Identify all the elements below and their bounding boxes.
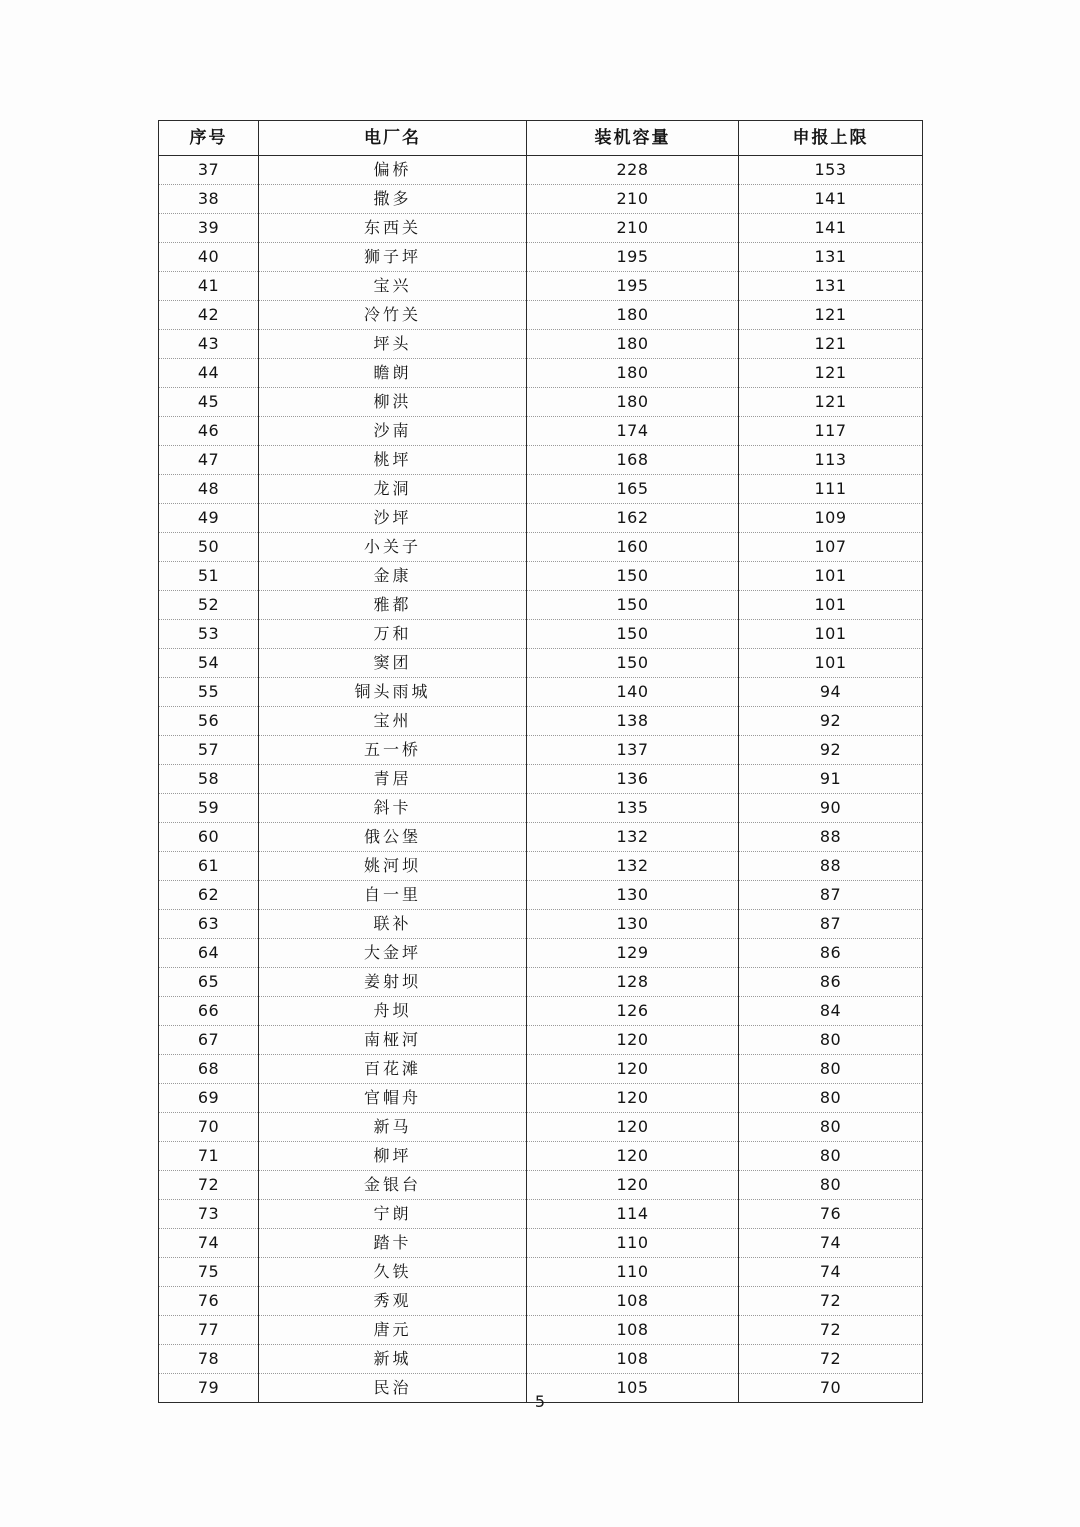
- table-row: [159, 707, 923, 736]
- cell-plant-name: 民治: [259, 1374, 527, 1403]
- cell-index: 38: [159, 185, 259, 214]
- table-row: [159, 214, 923, 243]
- cell-plant-name: 宝州: [259, 707, 527, 736]
- table-row: [159, 1026, 923, 1055]
- cell-installed-capacity: 105: [527, 1374, 739, 1403]
- cell-plant-name: 俄公堡: [259, 823, 527, 852]
- column-header-index: 序号: [159, 121, 259, 156]
- table-row: [159, 1316, 923, 1345]
- cell-index: 70: [159, 1113, 259, 1142]
- cell-plant-name: 冷竹关: [259, 301, 527, 330]
- cell-plant-name: 宁朗: [259, 1200, 527, 1229]
- cell-installed-capacity: 150: [527, 649, 739, 678]
- cell-plant-name: 踏卡: [259, 1229, 527, 1258]
- cell-index: 50: [159, 533, 259, 562]
- cell-declared-upper-limit: 87: [739, 910, 923, 939]
- cell-index: 79: [159, 1374, 259, 1403]
- cell-plant-name: 东西关: [259, 214, 527, 243]
- cell-plant-name: 瞻朗: [259, 359, 527, 388]
- cell-declared-upper-limit: 94: [739, 678, 923, 707]
- column-header-plant-name: 电厂名: [259, 121, 527, 156]
- cell-index: 69: [159, 1084, 259, 1113]
- cell-installed-capacity: 137: [527, 736, 739, 765]
- table-row: [159, 1142, 923, 1171]
- cell-declared-upper-limit: 74: [739, 1258, 923, 1287]
- table-row: [159, 1229, 923, 1258]
- column-header-declared-upper-limit: 申报上限: [739, 121, 923, 156]
- cell-plant-name: 南桠河: [259, 1026, 527, 1055]
- cell-plant-name: 新马: [259, 1113, 527, 1142]
- cell-plant-name: 大金坪: [259, 939, 527, 968]
- cell-index: 41: [159, 272, 259, 301]
- cell-declared-upper-limit: 87: [739, 881, 923, 910]
- cell-plant-name: 舟坝: [259, 997, 527, 1026]
- cell-declared-upper-limit: 131: [739, 272, 923, 301]
- table-row: [159, 243, 923, 272]
- cell-plant-name: 百花滩: [259, 1055, 527, 1084]
- cell-index: 72: [159, 1171, 259, 1200]
- cell-index: 37: [159, 156, 259, 185]
- cell-index: 60: [159, 823, 259, 852]
- cell-declared-upper-limit: 101: [739, 591, 923, 620]
- table-row: [159, 562, 923, 591]
- cell-installed-capacity: 126: [527, 997, 739, 1026]
- cell-plant-name: 柳坪: [259, 1142, 527, 1171]
- cell-declared-upper-limit: 92: [739, 736, 923, 765]
- table-row: [159, 359, 923, 388]
- cell-installed-capacity: 160: [527, 533, 739, 562]
- cell-declared-upper-limit: 84: [739, 997, 923, 1026]
- cell-declared-upper-limit: 88: [739, 852, 923, 881]
- cell-plant-name: 金康: [259, 562, 527, 591]
- cell-declared-upper-limit: 80: [739, 1055, 923, 1084]
- cell-plant-name: 桃坪: [259, 446, 527, 475]
- table-row: [159, 1258, 923, 1287]
- table-row: [159, 475, 923, 504]
- cell-index: 42: [159, 301, 259, 330]
- cell-declared-upper-limit: 111: [739, 475, 923, 504]
- cell-declared-upper-limit: 121: [739, 330, 923, 359]
- cell-declared-upper-limit: 101: [739, 649, 923, 678]
- cell-index: 78: [159, 1345, 259, 1374]
- cell-index: 61: [159, 852, 259, 881]
- cell-index: 46: [159, 417, 259, 446]
- cell-plant-name: 久铁: [259, 1258, 527, 1287]
- table-row: [159, 446, 923, 475]
- cell-installed-capacity: 150: [527, 562, 739, 591]
- cell-declared-upper-limit: 76: [739, 1200, 923, 1229]
- table-row: [159, 1287, 923, 1316]
- cell-declared-upper-limit: 72: [739, 1316, 923, 1345]
- cell-installed-capacity: 195: [527, 272, 739, 301]
- cell-declared-upper-limit: 86: [739, 939, 923, 968]
- table-row: [159, 504, 923, 533]
- cell-plant-name: 姜射坝: [259, 968, 527, 997]
- cell-index: 55: [159, 678, 259, 707]
- cell-installed-capacity: 150: [527, 591, 739, 620]
- cell-installed-capacity: 168: [527, 446, 739, 475]
- cell-installed-capacity: 162: [527, 504, 739, 533]
- cell-plant-name: 偏桥: [259, 156, 527, 185]
- cell-declared-upper-limit: 113: [739, 446, 923, 475]
- cell-plant-name: 坪头: [259, 330, 527, 359]
- cell-installed-capacity: 120: [527, 1113, 739, 1142]
- cell-declared-upper-limit: 121: [739, 301, 923, 330]
- table-row: [159, 968, 923, 997]
- cell-plant-name: 斜卡: [259, 794, 527, 823]
- cell-declared-upper-limit: 121: [739, 388, 923, 417]
- cell-declared-upper-limit: 101: [739, 620, 923, 649]
- cell-declared-upper-limit: 90: [739, 794, 923, 823]
- table-row: [159, 939, 923, 968]
- cell-declared-upper-limit: 121: [739, 359, 923, 388]
- cell-index: 45: [159, 388, 259, 417]
- cell-installed-capacity: 180: [527, 301, 739, 330]
- table-row: [159, 1113, 923, 1142]
- cell-index: 56: [159, 707, 259, 736]
- cell-installed-capacity: 110: [527, 1258, 739, 1287]
- cell-index: 39: [159, 214, 259, 243]
- cell-index: 54: [159, 649, 259, 678]
- cell-declared-upper-limit: 88: [739, 823, 923, 852]
- table-row: [159, 649, 923, 678]
- cell-installed-capacity: 132: [527, 823, 739, 852]
- cell-index: 47: [159, 446, 259, 475]
- cell-installed-capacity: 228: [527, 156, 739, 185]
- cell-installed-capacity: 108: [527, 1345, 739, 1374]
- cell-declared-upper-limit: 72: [739, 1345, 923, 1374]
- cell-plant-name: 姚河坝: [259, 852, 527, 881]
- cell-plant-name: 龙洞: [259, 475, 527, 504]
- cell-plant-name: 狮子坪: [259, 243, 527, 272]
- cell-installed-capacity: 165: [527, 475, 739, 504]
- table-row: [159, 1200, 923, 1229]
- cell-installed-capacity: 130: [527, 910, 739, 939]
- cell-installed-capacity: 130: [527, 881, 739, 910]
- cell-installed-capacity: 180: [527, 388, 739, 417]
- power-plant-table-container: [158, 120, 922, 1403]
- cell-declared-upper-limit: 109: [739, 504, 923, 533]
- cell-plant-name: 金银台: [259, 1171, 527, 1200]
- cell-index: 58: [159, 765, 259, 794]
- cell-installed-capacity: 120: [527, 1084, 739, 1113]
- cell-plant-name: 柳洪: [259, 388, 527, 417]
- cell-declared-upper-limit: 74: [739, 1229, 923, 1258]
- cell-plant-name: 唐元: [259, 1316, 527, 1345]
- cell-plant-name: 铜头雨城: [259, 678, 527, 707]
- cell-installed-capacity: 129: [527, 939, 739, 968]
- cell-declared-upper-limit: 141: [739, 185, 923, 214]
- table-header-row: [159, 121, 923, 156]
- table-row: [159, 272, 923, 301]
- cell-plant-name: 撒多: [259, 185, 527, 214]
- cell-installed-capacity: 135: [527, 794, 739, 823]
- cell-installed-capacity: 108: [527, 1316, 739, 1345]
- cell-installed-capacity: 108: [527, 1287, 739, 1316]
- cell-plant-name: 新城: [259, 1345, 527, 1374]
- cell-index: 52: [159, 591, 259, 620]
- cell-declared-upper-limit: 80: [739, 1171, 923, 1200]
- table-row: [159, 591, 923, 620]
- cell-installed-capacity: 195: [527, 243, 739, 272]
- cell-index: 68: [159, 1055, 259, 1084]
- cell-installed-capacity: 132: [527, 852, 739, 881]
- cell-index: 49: [159, 504, 259, 533]
- cell-plant-name: 宝兴: [259, 272, 527, 301]
- page-number: 5: [534, 1392, 546, 1411]
- cell-index: 74: [159, 1229, 259, 1258]
- cell-declared-upper-limit: 141: [739, 214, 923, 243]
- table-row: [159, 185, 923, 214]
- cell-installed-capacity: 140: [527, 678, 739, 707]
- cell-plant-name: 沙南: [259, 417, 527, 446]
- cell-plant-name: 窦团: [259, 649, 527, 678]
- table-row: [159, 301, 923, 330]
- cell-plant-name: 万和: [259, 620, 527, 649]
- cell-index: 44: [159, 359, 259, 388]
- cell-index: 51: [159, 562, 259, 591]
- cell-declared-upper-limit: 153: [739, 156, 923, 185]
- cell-installed-capacity: 120: [527, 1055, 739, 1084]
- cell-installed-capacity: 128: [527, 968, 739, 997]
- cell-plant-name: 沙坪: [259, 504, 527, 533]
- cell-installed-capacity: 136: [527, 765, 739, 794]
- cell-plant-name: 五一桥: [259, 736, 527, 765]
- cell-index: 48: [159, 475, 259, 504]
- cell-plant-name: 雅都: [259, 591, 527, 620]
- cell-installed-capacity: 174: [527, 417, 739, 446]
- cell-installed-capacity: 210: [527, 214, 739, 243]
- cell-plant-name: 青居: [259, 765, 527, 794]
- cell-index: 71: [159, 1142, 259, 1171]
- cell-index: 57: [159, 736, 259, 765]
- table-row: [159, 794, 923, 823]
- table-row: [159, 910, 923, 939]
- cell-declared-upper-limit: 70: [739, 1374, 923, 1403]
- table-row: [159, 881, 923, 910]
- cell-index: 43: [159, 330, 259, 359]
- cell-index: 59: [159, 794, 259, 823]
- table-row: [159, 997, 923, 1026]
- table-row: [159, 533, 923, 562]
- cell-declared-upper-limit: 80: [739, 1142, 923, 1171]
- power-plant-table: [158, 120, 923, 1403]
- cell-index: 67: [159, 1026, 259, 1055]
- cell-installed-capacity: 180: [527, 330, 739, 359]
- cell-installed-capacity: 120: [527, 1026, 739, 1055]
- cell-declared-upper-limit: 80: [739, 1113, 923, 1142]
- cell-installed-capacity: 150: [527, 620, 739, 649]
- table-header: [159, 121, 923, 156]
- cell-index: 64: [159, 939, 259, 968]
- cell-declared-upper-limit: 101: [739, 562, 923, 591]
- cell-declared-upper-limit: 86: [739, 968, 923, 997]
- table-row: [159, 852, 923, 881]
- cell-index: 65: [159, 968, 259, 997]
- cell-index: 40: [159, 243, 259, 272]
- cell-plant-name: 联补: [259, 910, 527, 939]
- table-row: [159, 1055, 923, 1084]
- cell-plant-name: 自一里: [259, 881, 527, 910]
- cell-declared-upper-limit: 80: [739, 1084, 923, 1113]
- table-row: [159, 330, 923, 359]
- cell-index: 63: [159, 910, 259, 939]
- table-row: [159, 620, 923, 649]
- cell-installed-capacity: 110: [527, 1229, 739, 1258]
- cell-declared-upper-limit: 131: [739, 243, 923, 272]
- cell-declared-upper-limit: 107: [739, 533, 923, 562]
- cell-index: 73: [159, 1200, 259, 1229]
- cell-declared-upper-limit: 72: [739, 1287, 923, 1316]
- table-row: [159, 156, 923, 185]
- table-row: [159, 678, 923, 707]
- table-row: [159, 1084, 923, 1113]
- cell-index: 75: [159, 1258, 259, 1287]
- cell-plant-name: 官帽舟: [259, 1084, 527, 1113]
- column-header-installed-capacity: 装机容量: [527, 121, 739, 156]
- table-row: [159, 736, 923, 765]
- cell-installed-capacity: 114: [527, 1200, 739, 1229]
- table-row: [159, 823, 923, 852]
- cell-index: 66: [159, 997, 259, 1026]
- cell-plant-name: 秀观: [259, 1287, 527, 1316]
- cell-index: 53: [159, 620, 259, 649]
- cell-index: 77: [159, 1316, 259, 1345]
- cell-installed-capacity: 138: [527, 707, 739, 736]
- cell-declared-upper-limit: 117: [739, 417, 923, 446]
- cell-declared-upper-limit: 80: [739, 1026, 923, 1055]
- table-row: [159, 1171, 923, 1200]
- table-row: [159, 765, 923, 794]
- cell-installed-capacity: 210: [527, 185, 739, 214]
- cell-installed-capacity: 120: [527, 1171, 739, 1200]
- cell-plant-name: 小关子: [259, 533, 527, 562]
- cell-index: 62: [159, 881, 259, 910]
- table-row: [159, 1345, 923, 1374]
- cell-installed-capacity: 120: [527, 1142, 739, 1171]
- cell-installed-capacity: 180: [527, 359, 739, 388]
- cell-index: 76: [159, 1287, 259, 1316]
- table-row: [159, 417, 923, 446]
- cell-declared-upper-limit: 92: [739, 707, 923, 736]
- cell-declared-upper-limit: 91: [739, 765, 923, 794]
- table-row: [159, 388, 923, 417]
- table-body: [159, 156, 923, 1403]
